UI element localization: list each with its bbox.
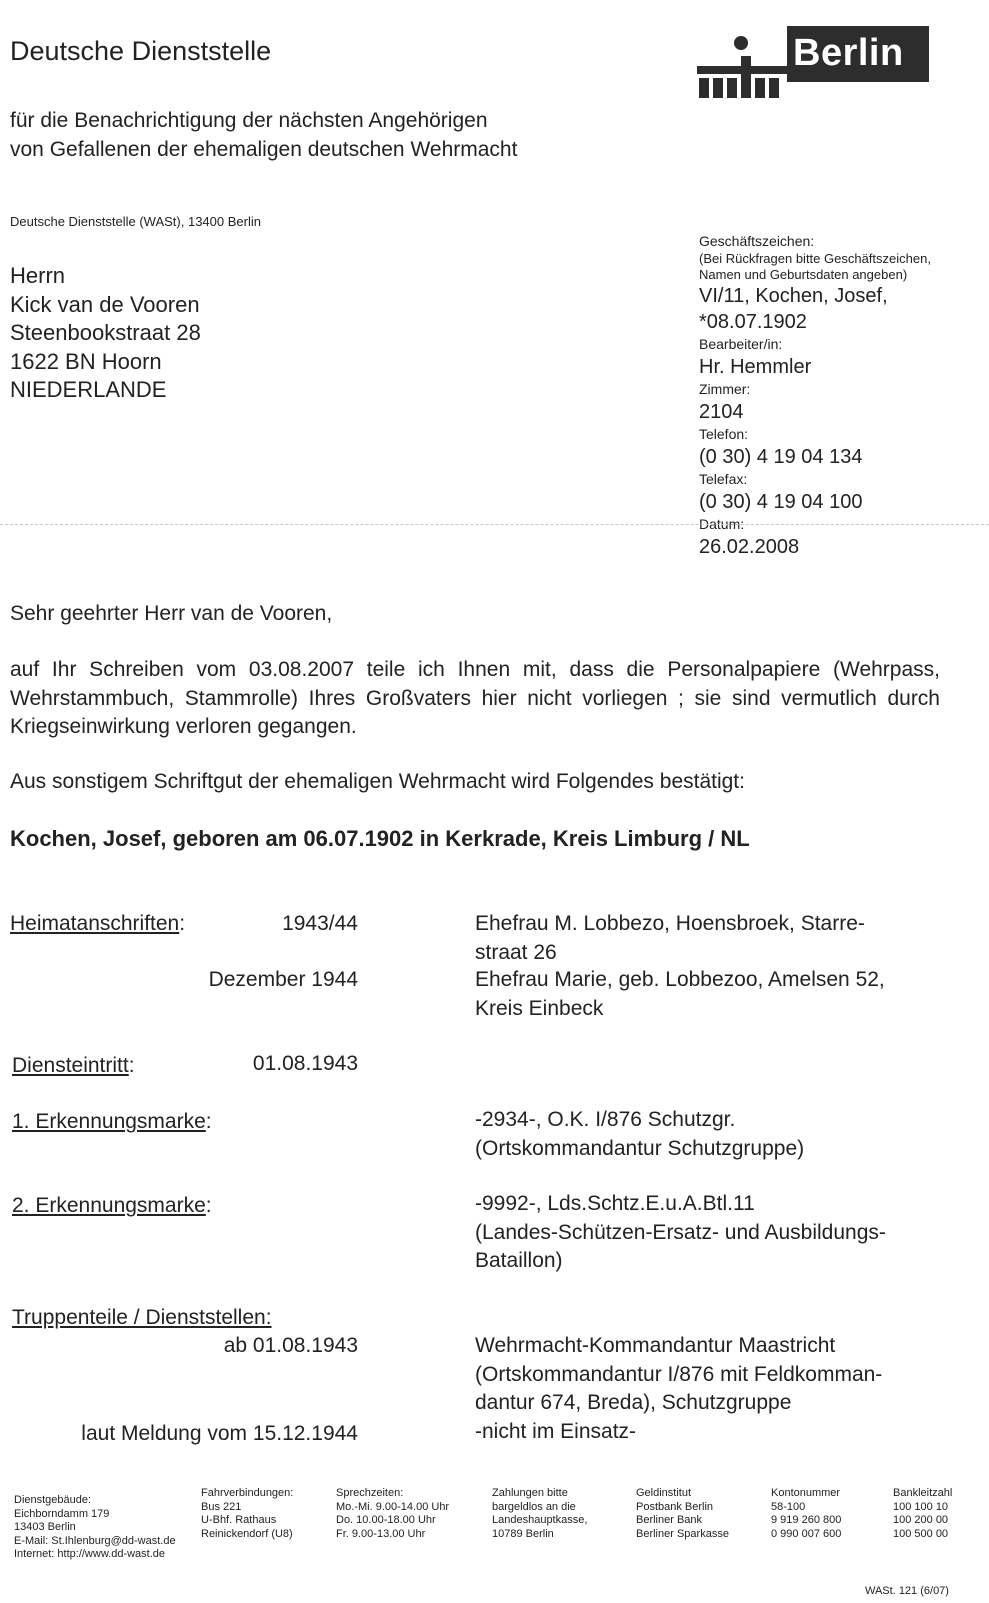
footer-line: Fahrverbindungen: <box>201 1487 294 1499</box>
sender-return-address: Deutsche Dienststelle (WASt), 13400 Berlin <box>10 214 261 229</box>
room-value: 2104 <box>699 401 744 423</box>
logo-pillar-icon <box>713 78 723 98</box>
footer-line: bargeldlos an die <box>492 1500 576 1513</box>
footer-line: 13403 Berlin <box>14 1521 76 1533</box>
footer-line: E-Mail: St.Ihlenburg@dd-wast.de <box>14 1534 176 1547</box>
id-tag-1-entry <box>475 1106 804 1163</box>
footer-line: Bankleitzahl <box>893 1487 953 1499</box>
id-tag-1-label: 1. Erkennungsmarke <box>12 1110 206 1133</box>
footer-line: Geldinstitut <box>636 1487 692 1499</box>
entry-line: -nicht im Einsatz- <box>475 1420 637 1443</box>
home-address-date: Dezember 1944 <box>208 968 358 991</box>
id-tag-2-label: 2. Erkennungsmarke <box>12 1194 206 1217</box>
entry-line: -9992-, Lds.Schtz.E.u.A.Btl.11 <box>475 1192 755 1215</box>
reference-label: Geschäftszeichen: <box>699 233 815 249</box>
footer-line: Berliner Sparkasse <box>636 1527 729 1540</box>
form-id: WASt. 121 (6/07) <box>865 1585 949 1597</box>
service-entry-label: Diensteintritt <box>12 1054 129 1077</box>
footer-line: Internet: http://www.dd-wast.de <box>14 1548 166 1560</box>
footer-payments <box>492 1487 587 1541</box>
organization-subtitle-line: für die Benachrichtigung der nächsten Angehörigen <box>10 109 488 132</box>
footer-line: Kontonummer <box>771 1487 841 1499</box>
label-colon: : <box>205 1110 212 1133</box>
footer-line: Postbank Berlin <box>636 1500 714 1513</box>
handler-label: Bearbeiter/in: <box>699 336 783 352</box>
entry-line: Kreis Einbeck <box>475 996 604 1020</box>
entry-line: (Landes-Schützen-Ersatz- und Ausbildungs- <box>475 1220 886 1244</box>
entry-line: Ehefrau M. Lobbezo, Hoensbroek, Starre- <box>475 912 865 935</box>
phone-value: (0 30) 4 19 04 134 <box>699 446 863 468</box>
home-addresses-label: Heimatanschriften <box>10 912 180 935</box>
reference-value: VI/11, Kochen, Josef, <box>699 285 888 307</box>
footer-line: Sprechzeiten: <box>336 1487 404 1499</box>
address-line: Steenbookstraat 28 <box>10 320 201 345</box>
logo-pillar-icon <box>727 78 737 98</box>
organization-title: Deutsche Dienststelle <box>10 36 272 66</box>
footer-building <box>14 1494 176 1562</box>
letter-paragraph: Aus sonstigem Schriftgut der ehemaligen Wehrmacht wird Folgendes bestätigt: <box>10 770 745 793</box>
subject-line: Kochen, Josef, geboren am 06.07.1902 in Kerkrade, Kreis Limburg / NL <box>10 826 750 851</box>
entry-line: dantur 674, Breda), Schutzgruppe <box>475 1391 792 1414</box>
footer-line: 58-100 <box>771 1500 806 1513</box>
units-label: Truppenteile / Dienststellen: <box>12 1306 272 1329</box>
date-label: Datum: <box>699 516 745 532</box>
footer-line: 100 200 00 <box>893 1514 949 1526</box>
letter-paragraph: auf Ihr Schreiben vom 03.08.2007 teile ich Ihnen mit, dass die Personalpapiere (Wehrpass, Wehrstammbuch, Stammrolle) Ihres Großvaters hier nicht vorliegen ; sie sind vermutlich durch Kriegseinwirkung verloren gegangen. <box>10 658 940 738</box>
address-line: Kick van de Vooren <box>10 291 200 317</box>
address-line: Herrn <box>10 263 66 288</box>
reference-block <box>699 232 984 560</box>
entry-line: (Ortskommandantur I/876 mit Feldkomman- <box>475 1362 883 1386</box>
footer-line: 9 919 260 800 <box>771 1514 842 1526</box>
footer-line: Fr. 9.00-13.00 Uhr <box>336 1527 426 1540</box>
units-date: laut Meldung vom 15.12.1944 <box>81 1422 358 1445</box>
logo-pillar-icon <box>699 78 709 98</box>
footer-line: Berliner Bank <box>636 1514 703 1526</box>
organization-subtitle-line: von Gefallenen der ehemaligen deutschen Wehrmacht <box>10 138 518 161</box>
footer-account <box>771 1487 841 1541</box>
footer-transport <box>201 1487 293 1541</box>
logo-dot-icon <box>734 36 748 50</box>
footer-line: 10789 Berlin <box>492 1527 554 1540</box>
entry-line: -2934-, O.K. I/876 Schutzgr. <box>475 1108 736 1131</box>
id-tag-2-heading <box>12 1194 212 1218</box>
id-tag-1-heading <box>12 1110 212 1134</box>
footer-line: Mo.-Mi. 9.00-14.00 Uhr <box>336 1500 450 1513</box>
id-tag-2-entry <box>475 1190 886 1276</box>
handler-value: Hr. Hemmler <box>699 356 812 378</box>
phone-label: Telefon: <box>699 426 749 442</box>
units-entry <box>475 1418 636 1447</box>
address-line: 1622 BN Hoorn <box>10 348 162 374</box>
fax-value: (0 30) 4 19 04 100 <box>699 491 863 513</box>
room-label: Zimmer: <box>699 381 751 397</box>
footer-line: Landeshauptkasse, <box>492 1514 588 1526</box>
service-entry-date: 01.08.1943 <box>252 1052 358 1075</box>
footer-line: Eichborndamm 179 <box>14 1507 110 1520</box>
logo-pillar-icon <box>769 78 779 98</box>
footer-line: 100 100 10 <box>893 1500 949 1513</box>
entry-line: Wehrmacht-Kommandantur Maastricht <box>475 1334 836 1357</box>
footer-line: 0 990 007 600 <box>771 1527 842 1540</box>
berlin-logo <box>697 26 929 100</box>
label-colon: : <box>128 1054 135 1077</box>
footer-bank <box>636 1487 729 1541</box>
date-value: 26.02.2008 <box>699 536 800 558</box>
salutation: Sehr geehrter Herr van de Vooren, <box>10 602 333 625</box>
footer-line: Reinickendorf (U8) <box>201 1527 293 1540</box>
entry-line: Bataillon) <box>475 1249 563 1272</box>
footer-line: Zahlungen bitte <box>492 1487 568 1499</box>
organization-subtitle <box>10 106 517 164</box>
home-address-entry <box>475 910 865 967</box>
footer-line: U-Bhf. Rathaus <box>201 1514 277 1526</box>
address-line: NIEDERLANDE <box>10 377 167 402</box>
label-colon: : <box>179 912 186 935</box>
footer-line: 100 500 00 <box>893 1527 949 1540</box>
footer-hours <box>336 1487 449 1541</box>
units-date: ab 01.08.1943 <box>223 1334 358 1357</box>
footer-line: Dienstgebäude: <box>14 1494 92 1506</box>
footer-bankcode <box>893 1487 952 1541</box>
logo-pillar-icon <box>741 56 751 98</box>
units-entry <box>475 1332 882 1418</box>
logo-text: Berlin <box>793 32 904 74</box>
entry-line: straat 26 <box>475 940 557 964</box>
fold-line <box>0 524 989 525</box>
footer-line: Do. 10.00-18.00 Uhr <box>336 1514 436 1526</box>
fax-label: Telefax: <box>699 471 748 487</box>
reference-note: Namen und Geburtsdaten angeben) <box>699 267 908 282</box>
reference-note: (Bei Rückfragen bitte Geschäftszeichen, <box>699 251 931 266</box>
home-address-entry <box>475 966 885 1023</box>
reference-value: *08.07.1902 <box>699 311 807 333</box>
home-address-date: 1943/44 <box>282 912 358 935</box>
footer-line: Bus 221 <box>201 1500 242 1513</box>
entry-line: Ehefrau Marie, geb. Lobbezoo, Amelsen 52, <box>475 968 885 991</box>
logo-pillar-icon <box>755 78 765 98</box>
entry-line: (Ortskommandantur Schutzgruppe) <box>475 1136 805 1160</box>
recipient-address <box>10 262 201 405</box>
label-colon: : <box>205 1194 212 1217</box>
